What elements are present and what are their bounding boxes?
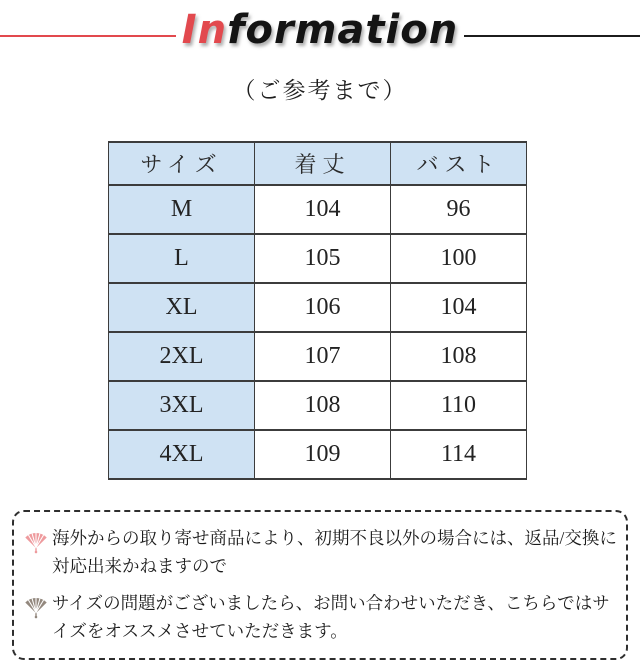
length-cell: 107 bbox=[255, 332, 391, 381]
length-cell: 105 bbox=[255, 234, 391, 283]
note-text: サイズの問題がございましたら、お問い合わせいただき、こちらではサイズをオススメさせていただきます。 bbox=[52, 593, 610, 641]
size-cell: 4XL bbox=[109, 430, 255, 479]
size-cell: M bbox=[109, 185, 255, 234]
table-row bbox=[109, 185, 527, 234]
folding-fan-icon bbox=[20, 591, 52, 619]
size-cell: L bbox=[109, 234, 255, 283]
size-cell: 2XL bbox=[109, 332, 255, 381]
size-cell: XL bbox=[109, 283, 255, 332]
note-text: 海外からの取り寄せ商品により、初期不良以外の場合には、返品/交換に対応出来かねますので bbox=[52, 528, 617, 576]
table-row bbox=[109, 332, 527, 381]
length-cell: 109 bbox=[255, 430, 391, 479]
length-cell: 104 bbox=[255, 185, 391, 234]
bust-cell: 96 bbox=[391, 185, 527, 234]
note-item bbox=[20, 524, 622, 580]
column-header-size: サイズ bbox=[109, 142, 255, 185]
page-title-accent: In bbox=[181, 7, 228, 53]
table-row bbox=[109, 430, 527, 479]
bust-cell: 110 bbox=[391, 381, 527, 430]
title-rule-right bbox=[464, 35, 640, 37]
bust-cell: 100 bbox=[391, 234, 527, 283]
table-row bbox=[109, 381, 527, 430]
table-row bbox=[109, 283, 527, 332]
length-cell: 106 bbox=[255, 283, 391, 332]
page-title-rest: formation bbox=[227, 7, 459, 53]
title-rule-left bbox=[0, 35, 176, 37]
notes-box bbox=[12, 510, 628, 660]
column-header-length: 着丈 bbox=[255, 142, 391, 185]
page-title bbox=[176, 7, 464, 65]
size-table-header-row bbox=[109, 142, 527, 185]
bust-cell: 108 bbox=[391, 332, 527, 381]
size-table bbox=[108, 141, 527, 480]
bust-cell: 114 bbox=[391, 430, 527, 479]
product-info-page bbox=[0, 8, 640, 648]
table-row bbox=[109, 234, 527, 283]
page-subtitle: （ご参考まで） bbox=[232, 78, 408, 103]
length-cell: 108 bbox=[255, 381, 391, 430]
bust-cell: 104 bbox=[391, 283, 527, 332]
column-header-bust: バスト bbox=[391, 142, 527, 185]
header bbox=[0, 8, 640, 64]
note-item bbox=[20, 589, 622, 645]
size-cell: 3XL bbox=[109, 381, 255, 430]
folding-fan-icon bbox=[20, 526, 52, 554]
